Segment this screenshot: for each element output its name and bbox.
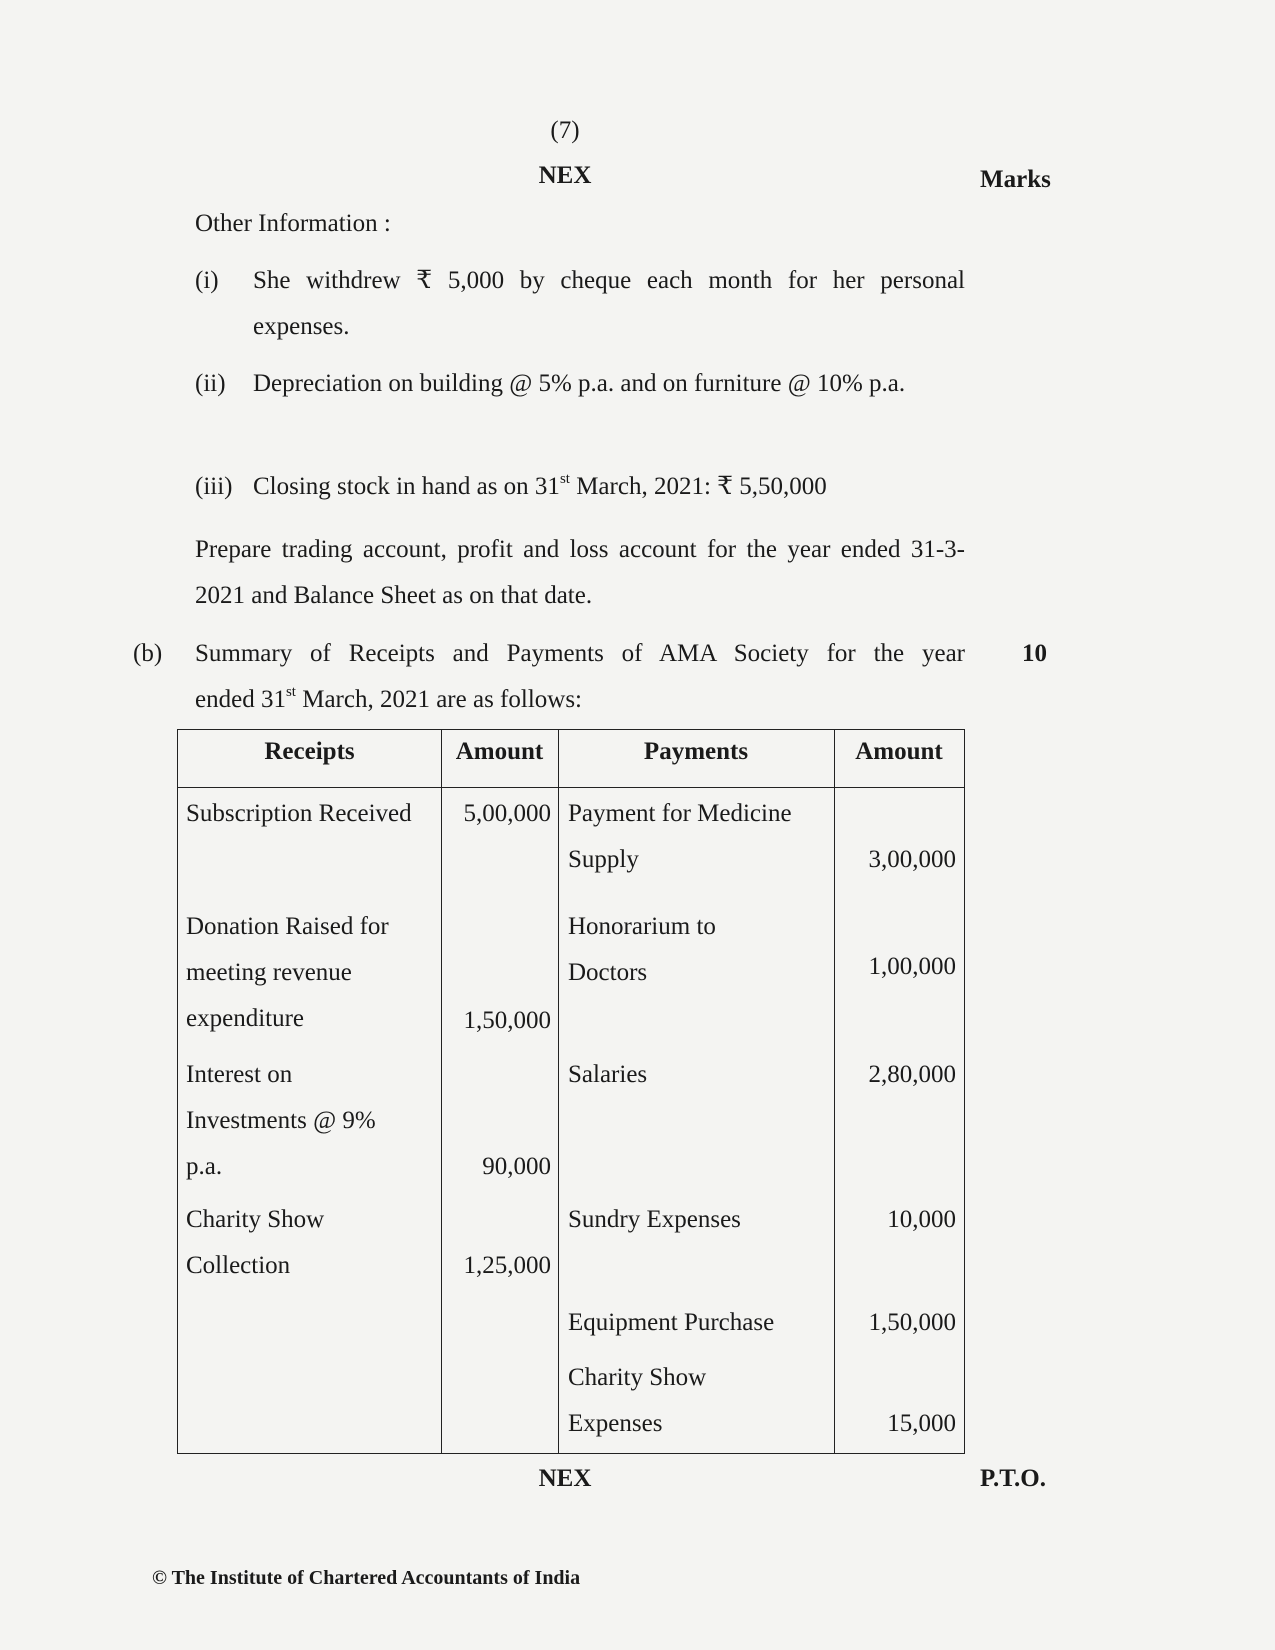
item-text-iii: Closing stock in hand as on 31st March, 2021: ₹ 5,50,000: [253, 471, 827, 500]
pto-label: P.T.O.: [980, 1465, 1046, 1492]
page-number: (7): [550, 117, 580, 144]
payment-item: Charity Show Expenses: [568, 1364, 707, 1437]
receipt-amount: 1,50,000: [463, 1007, 551, 1034]
footer-paper-code: NEX: [538, 1465, 592, 1492]
payment-amount: 3,00,000: [868, 846, 956, 873]
receipt-item: Charity Show Collection: [186, 1206, 325, 1279]
column-divider: [558, 730, 559, 1453]
receipt-item: Subscription Received: [186, 800, 412, 827]
question-b-line2: ended 31st March, 2021 are as follows:: [195, 684, 583, 713]
payment-item: Sundry Expenses: [568, 1206, 741, 1233]
instruction-text: Prepare trading account, profit and loss account for the year ended 31-3-2021 and Balance Sheet as on that date.: [195, 536, 965, 609]
receipt-item: Donation Raised for meeting revenue expenditure: [186, 913, 389, 1032]
item-label-ii: (ii): [195, 370, 226, 397]
question-b-line1: Summary of Receipts and Payments of AMA Society for the year: [195, 640, 965, 667]
payment-item: Equipment Purchase: [568, 1309, 775, 1336]
column-divider: [441, 730, 442, 1453]
other-info-heading: Other Information :: [195, 210, 391, 237]
item-label-iii: (iii): [195, 473, 233, 500]
receipt-item: Interest on Investments @ 9% p.a.: [186, 1061, 376, 1180]
header-divider: [178, 787, 964, 788]
question-b-text: [195, 631, 965, 723]
item-label-i: (i): [195, 267, 219, 294]
marks-column-heading: Marks: [980, 166, 1051, 193]
payment-item: Honorarium to Doctors: [568, 913, 716, 986]
copyright-notice: © The Institute of Chartered Accountants of India: [152, 1567, 581, 1589]
payment-amount: 15,000: [887, 1410, 956, 1437]
payment-amount: 1,50,000: [868, 1309, 956, 1336]
header-receipt-amount: Amount: [455, 738, 544, 765]
receipts-payments-table: [177, 729, 965, 1454]
header-payment-amount: Amount: [855, 738, 943, 765]
header-payments: Payments: [643, 738, 749, 765]
payment-item: Salaries: [568, 1061, 648, 1088]
header-receipts: Receipts: [264, 738, 355, 765]
question-b-marks: 10: [1022, 640, 1047, 667]
paper-code: NEX: [538, 162, 592, 189]
question-label-b: (b): [133, 640, 163, 667]
payment-amount: 10,000: [887, 1206, 956, 1233]
receipt-amount: 5,00,000: [463, 800, 551, 827]
receipt-amount: 1,25,000: [463, 1252, 551, 1279]
payment-item: Payment for Medicine Supply: [568, 800, 792, 873]
item-text-i: She withdrew ₹ 5,000 by cheque each month for her personal expenses.: [253, 267, 965, 340]
receipt-amount: 90,000: [482, 1153, 551, 1180]
payment-amount: 1,00,000: [868, 953, 956, 980]
payment-amount: 2,80,000: [868, 1061, 956, 1088]
item-text-ii: Depreciation on building @ 5% p.a. and on furniture @ 10% p.a.: [253, 370, 906, 397]
